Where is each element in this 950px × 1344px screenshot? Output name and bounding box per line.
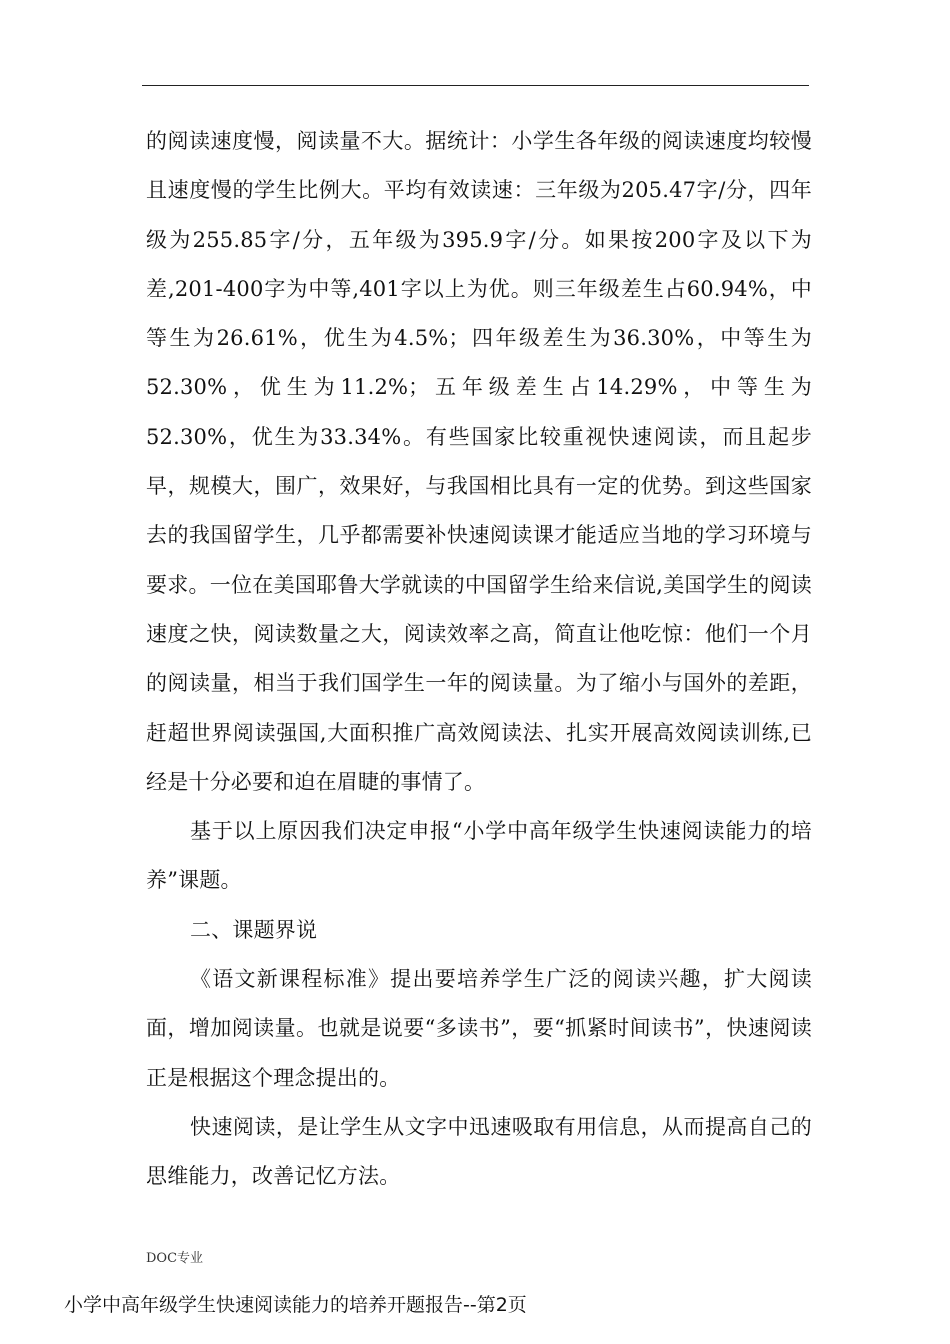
paragraph-reason: 基于以上原因我们决定申报“小学中高年级学生快速阅读能力的培养”课题。 [146,819,812,893]
paragraph-definition: 快速阅读，是让学生从文字中迅速吸取有用信息，从而提高自己的思维能力，改善记忆方法。 [146,1114,812,1189]
paragraph-statistics: 的阅读速度慢，阅读量不大。据统计：小学生各年级的阅读速度均较慢且速度慢的学生比例大。平均有效读速：三年级为205.47字/分，四年级为255.85字/分，五年级为395.9字/分。如果按200字及以下为差,201-400字为中等,401字以上为优。则三年级差生占60.94%，中等生为26.61%，优生为4.5%；四年级差生为36.30%，中等生为52.30%，优生为11.2%；五年级差生占14.29%，中等生为52.30%，优生为33.34%。有些国家比较重视快速阅读，而且起步早，规模大，围广，效果好，与我国相比具有一定的优势。到这些国家去的我国留学生，几乎都需要补快速阅读课才能适应当地的学习环境与要求。一位在美国耶鲁大学就读的中国留学生给来信说,美国学生的阅读速度之快，阅读数量之大，阅读效率之高，简直让他吃惊：他们一个月的阅读量，相当于我们国学生一年的阅读量。为了缩小与国外的差距，赶超世界阅读强国,大面积推广高效阅读法、扎实开展高效阅读训练,已经是十分必要和迫在眉睫的事情了。 [146,129,812,794]
footer-label: DOC专业 [146,1251,204,1266]
header-rule [142,85,809,86]
paragraph-curriculum: 《语文新课程标准》提出要培养学生广泛的阅读兴趣，扩大阅读面，增加阅读量。也就是说要“多读书”，要“抓紧时间读书”，快速阅读正是根据这个理念提出的。 [146,967,812,1090]
page-caption: 小学中高年级学生快速阅读能力的培养开题报告--第2页 [64,1294,527,1316]
document-body [146,117,812,1202]
section-heading: 二、课题界说 [190,917,318,942]
